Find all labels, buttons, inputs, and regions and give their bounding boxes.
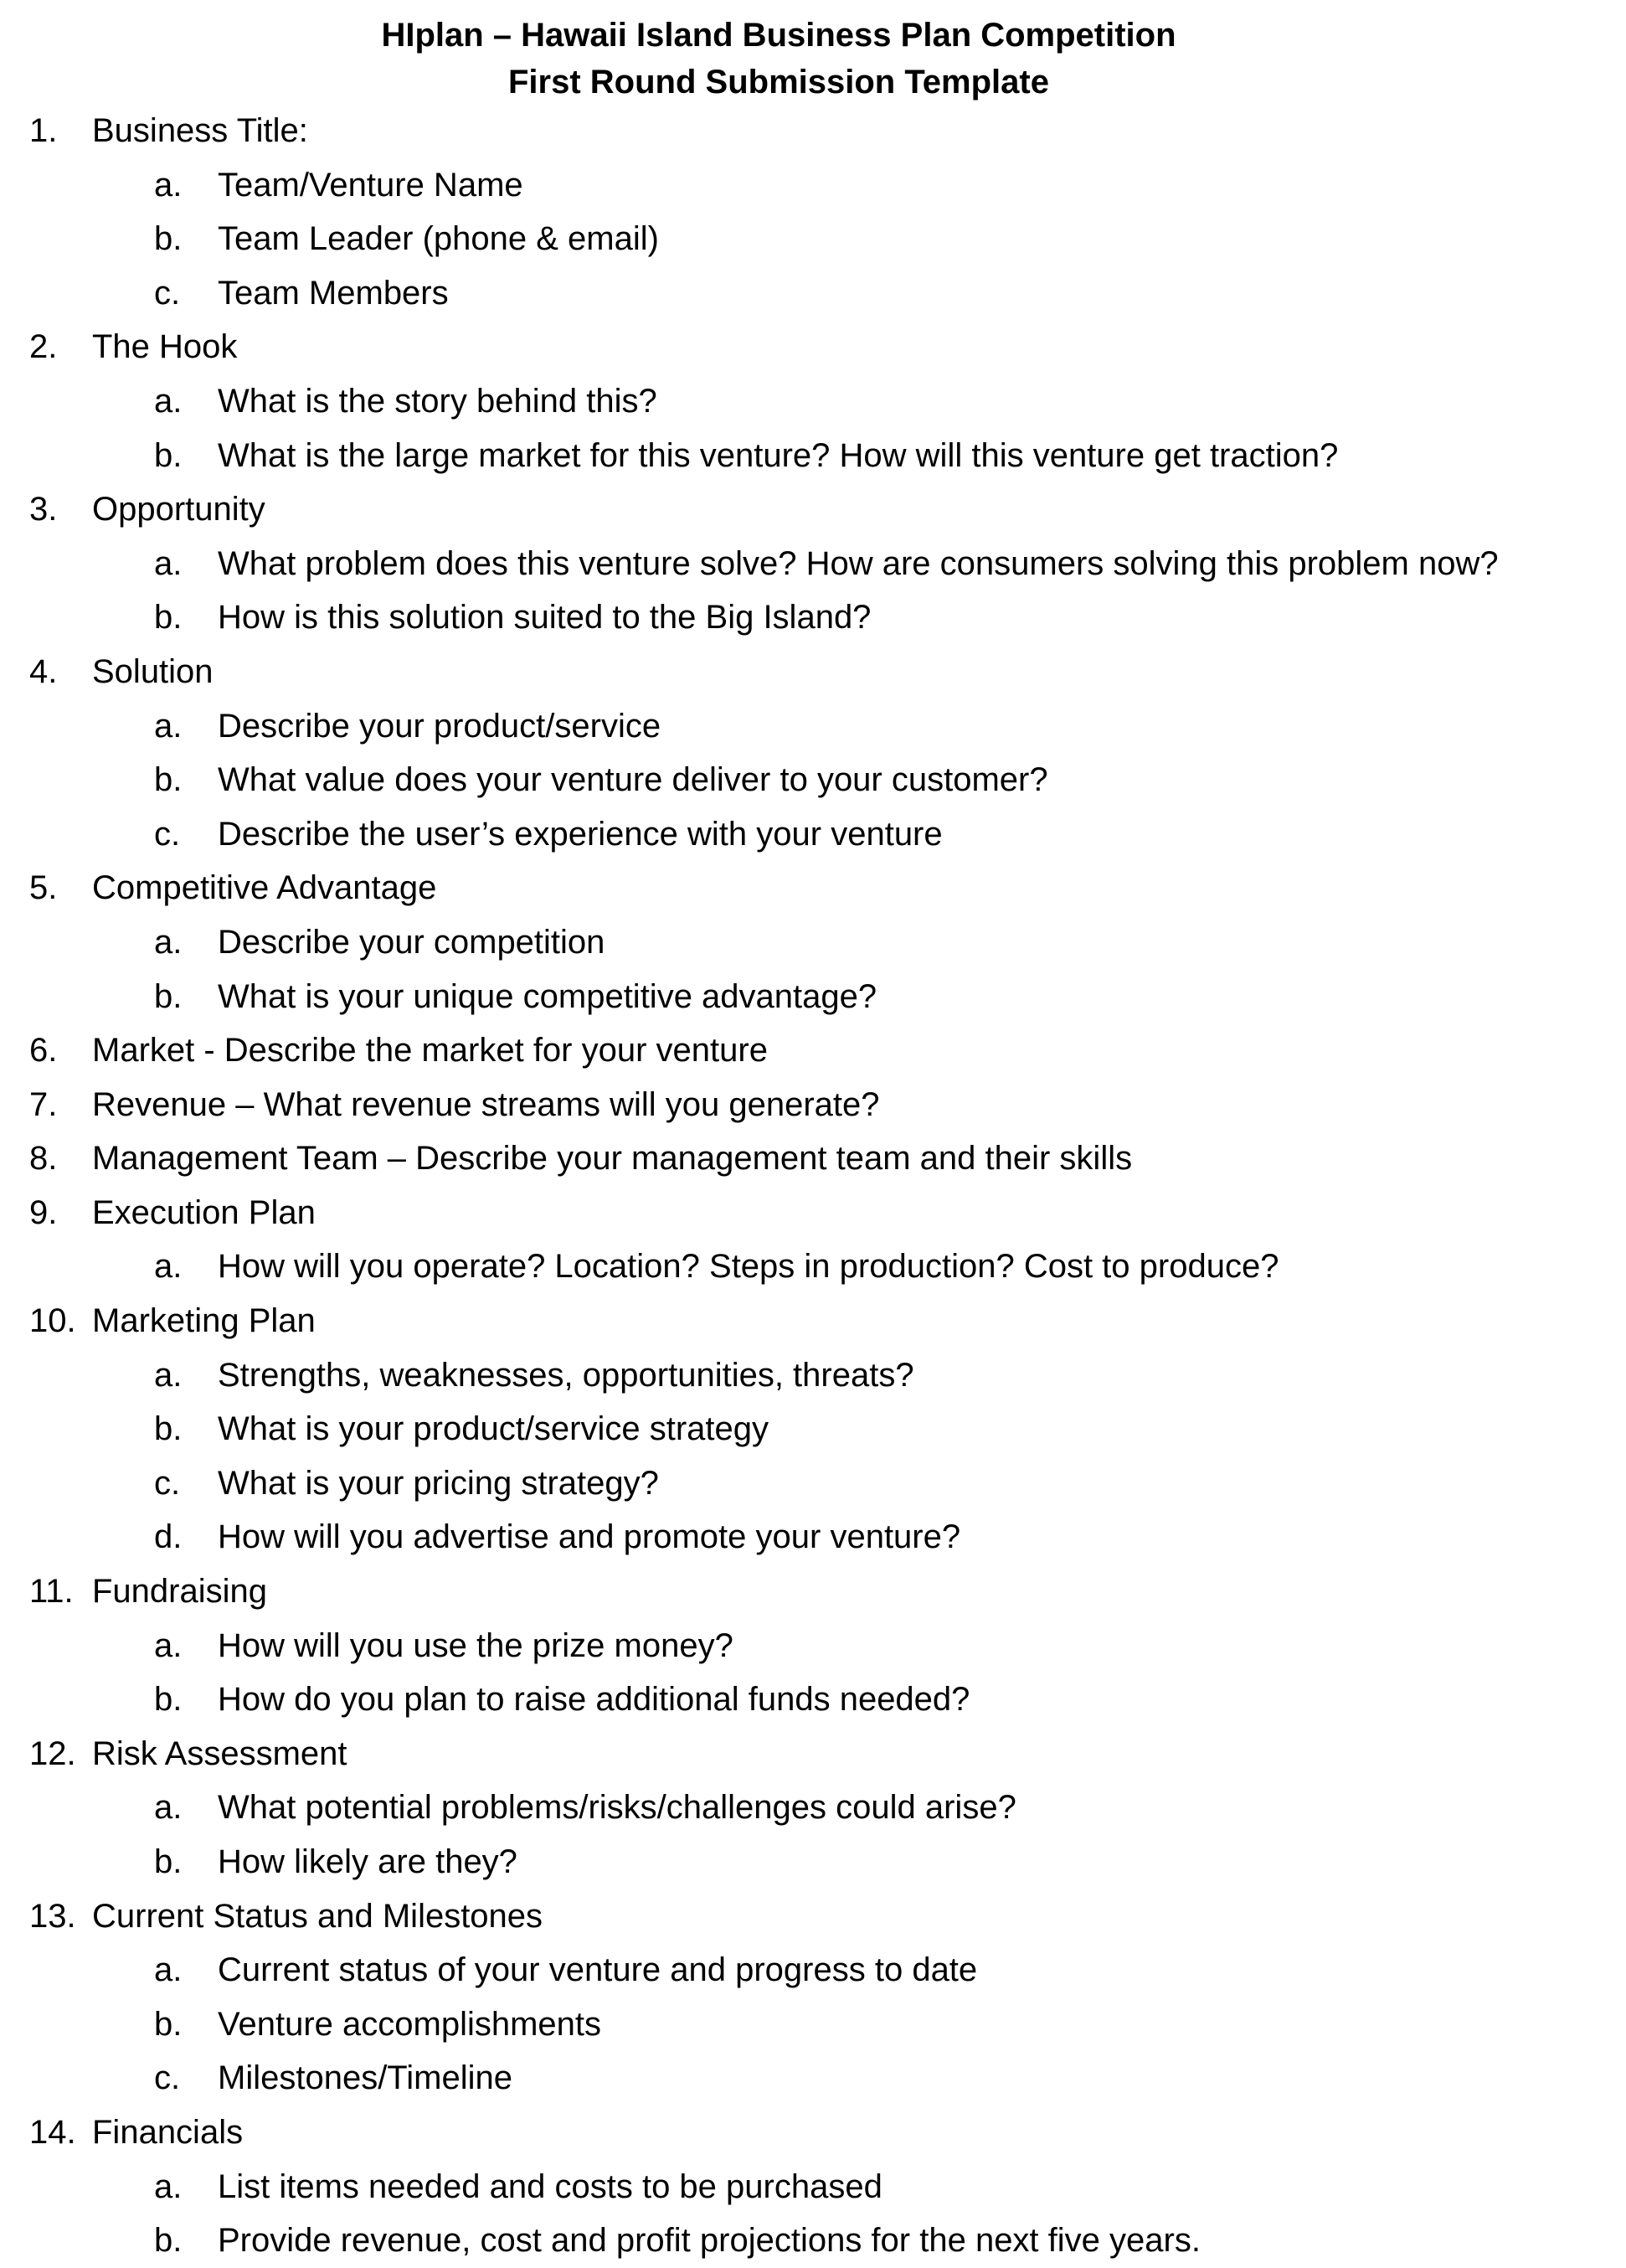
item-number: 9. — [29, 1193, 58, 1231]
document-title: HIplan – Hawaii Island Business Plan Competition — [381, 17, 1176, 54]
sub-list — [0, 699, 1626, 862]
sub-item-letter: b. — [154, 1681, 183, 1719]
sub-item-letter: b. — [154, 1410, 183, 1448]
sub-item — [0, 1943, 1626, 1997]
outline-item-line — [0, 1023, 1626, 1078]
outline-list — [0, 104, 1626, 2268]
item-number: 1. — [29, 112, 58, 149]
item-heading: Risk Assessment — [92, 1735, 347, 1772]
item-number: 13. — [29, 1897, 76, 1935]
sub-item-letter: a. — [154, 707, 183, 745]
sub-item-letter: c. — [154, 2059, 181, 2097]
item-number: 14. — [29, 2113, 76, 2151]
item-heading: Revenue – What revenue streams will you generate? — [92, 1085, 880, 1123]
sub-item-letter: a. — [154, 1789, 183, 1827]
sub-list — [0, 1781, 1626, 1889]
sub-item-text: What problem does this venture solve? How are consumers solving this problem now? — [218, 544, 1499, 582]
sub-item-text: How will you use the prize money? — [218, 1626, 733, 1664]
item-heading: Financials — [92, 2113, 244, 2151]
sub-item — [0, 1402, 1626, 1456]
outline-item-line — [0, 482, 1626, 537]
sub-item — [0, 1781, 1626, 1835]
sub-list — [0, 537, 1626, 645]
sub-item-text: Team Leader (phone & email) — [218, 220, 659, 258]
outline-item-line — [0, 1294, 1626, 1348]
sub-item-letter: a. — [154, 1248, 183, 1286]
outline-item-line — [0, 1078, 1626, 1132]
outline-item — [0, 1186, 1626, 1294]
outline-item-line — [0, 1564, 1626, 1619]
sub-item-letter: b. — [154, 761, 183, 799]
outline-item-line — [0, 2106, 1626, 2160]
sub-list — [0, 158, 1626, 321]
sub-item-letter: c. — [154, 274, 181, 312]
sub-item-letter: a. — [154, 166, 183, 204]
outline-item — [0, 861, 1626, 1023]
sub-item-text: Team/Venture Name — [218, 166, 523, 204]
sub-item — [0, 699, 1626, 754]
sub-item-text: Strengths, weaknesses, opportunities, threats? — [218, 1356, 914, 1394]
sub-item-letter: b. — [154, 977, 183, 1015]
outline-item — [0, 104, 1626, 320]
item-heading: Business Title: — [92, 112, 308, 149]
sub-item-letter: a. — [154, 1626, 183, 1664]
item-heading: Opportunity — [92, 491, 265, 528]
item-heading: Competitive Advantage — [92, 869, 437, 907]
item-heading: The Hook — [92, 328, 238, 366]
item-number: 10. — [29, 1302, 76, 1340]
sub-item — [0, 807, 1626, 862]
sub-item — [0, 2160, 1626, 2214]
sub-item-letter: a. — [154, 382, 183, 420]
item-heading: Execution Plan — [92, 1193, 316, 1231]
sub-item-letter: b. — [154, 2005, 183, 2043]
outline-item-line — [0, 104, 1626, 158]
sub-list — [0, 1943, 1626, 2106]
sub-item-letter: b. — [154, 1843, 183, 1880]
sub-item-text: Describe the user’s experience with your venture — [218, 815, 943, 853]
outline-item — [0, 1078, 1626, 1132]
sub-list — [0, 1348, 1626, 1564]
sub-item-letter: b. — [154, 436, 183, 474]
sub-item-text: How is this solution suited to the Big Island? — [218, 599, 872, 637]
sub-item-text: How will you advertise and promote your venture? — [218, 1518, 961, 1556]
sub-item-letter: a. — [154, 1951, 183, 1989]
item-number: 4. — [29, 652, 58, 690]
item-number: 7. — [29, 1085, 58, 1123]
sub-item-text: Provide revenue, cost and profit projections for the next five years. — [218, 2222, 1201, 2260]
sub-item-letter: d. — [154, 1518, 183, 1556]
sub-item-letter: a. — [154, 923, 183, 961]
outline-item — [0, 645, 1626, 861]
item-heading: Management Team – Describe your management team and their skills — [92, 1140, 1133, 1178]
sub-item — [0, 1240, 1626, 1294]
sub-item-text: Describe your product/service — [218, 707, 661, 745]
item-number: 11. — [29, 1573, 74, 1611]
sub-item — [0, 1510, 1626, 1564]
outline-item-line — [0, 320, 1626, 374]
sub-item — [0, 1673, 1626, 1727]
sub-item-letter: a. — [154, 2167, 183, 2205]
sub-item — [0, 1348, 1626, 1403]
sub-item — [0, 158, 1626, 213]
sub-item-text: Milestones/Timeline — [218, 2059, 512, 2097]
outline-item-line — [0, 861, 1626, 915]
sub-item — [0, 374, 1626, 429]
sub-item-text: Describe your competition — [218, 923, 605, 961]
sub-item-text: How do you plan to raise additional funds needed? — [218, 1681, 970, 1719]
sub-item-text: Venture accomplishments — [218, 2005, 602, 2043]
outline-item — [0, 320, 1626, 482]
sub-item-text: How likely are they? — [218, 1843, 517, 1880]
sub-item-text: What is your product/service strategy — [218, 1410, 769, 1448]
item-number: 12. — [29, 1735, 76, 1772]
sub-item-text: What is your pricing strategy? — [218, 1464, 659, 1502]
sub-item-text: What potential problems/risks/challenges could arise? — [218, 1789, 1016, 1827]
outline-item — [0, 1727, 1626, 1889]
sub-list — [0, 2160, 1626, 2268]
sub-item-letter: a. — [154, 1356, 183, 1394]
sub-item — [0, 1619, 1626, 1673]
outline-item-line — [0, 1186, 1626, 1240]
sub-item — [0, 2051, 1626, 2106]
item-number: 2. — [29, 328, 58, 366]
item-heading: Fundraising — [92, 1573, 268, 1611]
outline-item-line — [0, 1131, 1626, 1186]
outline-item — [0, 1889, 1626, 2106]
sub-item — [0, 537, 1626, 591]
sub-list — [0, 374, 1626, 482]
outline-item — [0, 1564, 1626, 1727]
sub-item-letter: b. — [154, 2222, 183, 2260]
sub-item-text: How will you operate? Location? Steps in production? Cost to produce? — [218, 1248, 1279, 1286]
sub-list — [0, 1240, 1626, 1294]
sub-item — [0, 1456, 1626, 1511]
sub-item-text: What is the story behind this? — [218, 382, 657, 420]
sub-item — [0, 212, 1626, 266]
sub-item — [0, 2214, 1626, 2268]
sub-item-letter: b. — [154, 220, 183, 258]
outline-item — [0, 1023, 1626, 1078]
item-heading: Marketing Plan — [92, 1302, 316, 1340]
sub-item-letter: c. — [154, 1464, 181, 1502]
item-number: 8. — [29, 1140, 58, 1178]
sub-item — [0, 1835, 1626, 1889]
sub-item-letter: a. — [154, 544, 183, 582]
item-number: 3. — [29, 491, 58, 528]
sub-item-text: List items needed and costs to be purchased — [218, 2167, 882, 2205]
outline-item — [0, 1294, 1626, 1564]
sub-item — [0, 1997, 1626, 2052]
sub-item — [0, 266, 1626, 321]
outline-item-line — [0, 1889, 1626, 1944]
sub-item — [0, 753, 1626, 807]
sub-item — [0, 915, 1626, 970]
sub-item — [0, 429, 1626, 483]
sub-item-letter: c. — [154, 815, 181, 853]
sub-item-text: Current status of your venture and progress to date — [218, 1951, 978, 1989]
document-subtitle: First Round Submission Template — [508, 64, 1049, 101]
item-heading: Market - Describe the market for your venture — [92, 1032, 768, 1070]
outline-item — [0, 482, 1626, 645]
item-number: 5. — [29, 869, 58, 907]
sub-item-letter: b. — [154, 599, 183, 637]
outline-item-line — [0, 1727, 1626, 1781]
sub-item-text: What value does your venture deliver to your customer? — [218, 761, 1048, 799]
outline-item-line — [0, 645, 1626, 699]
sub-item — [0, 970, 1626, 1024]
outline-item — [0, 1131, 1626, 1186]
sub-item-text: Team Members — [218, 274, 449, 312]
sub-list — [0, 1619, 1626, 1727]
item-heading: Current Status and Milestones — [92, 1897, 543, 1935]
outline-item — [0, 2106, 1626, 2268]
item-heading: Solution — [92, 652, 214, 690]
sub-item — [0, 590, 1626, 645]
item-number: 6. — [29, 1032, 58, 1070]
sub-item-text: What is your unique competitive advantage? — [218, 977, 877, 1015]
sub-list — [0, 915, 1626, 1023]
sub-item-text: What is the large market for this venture? How will this venture get traction? — [218, 436, 1339, 474]
